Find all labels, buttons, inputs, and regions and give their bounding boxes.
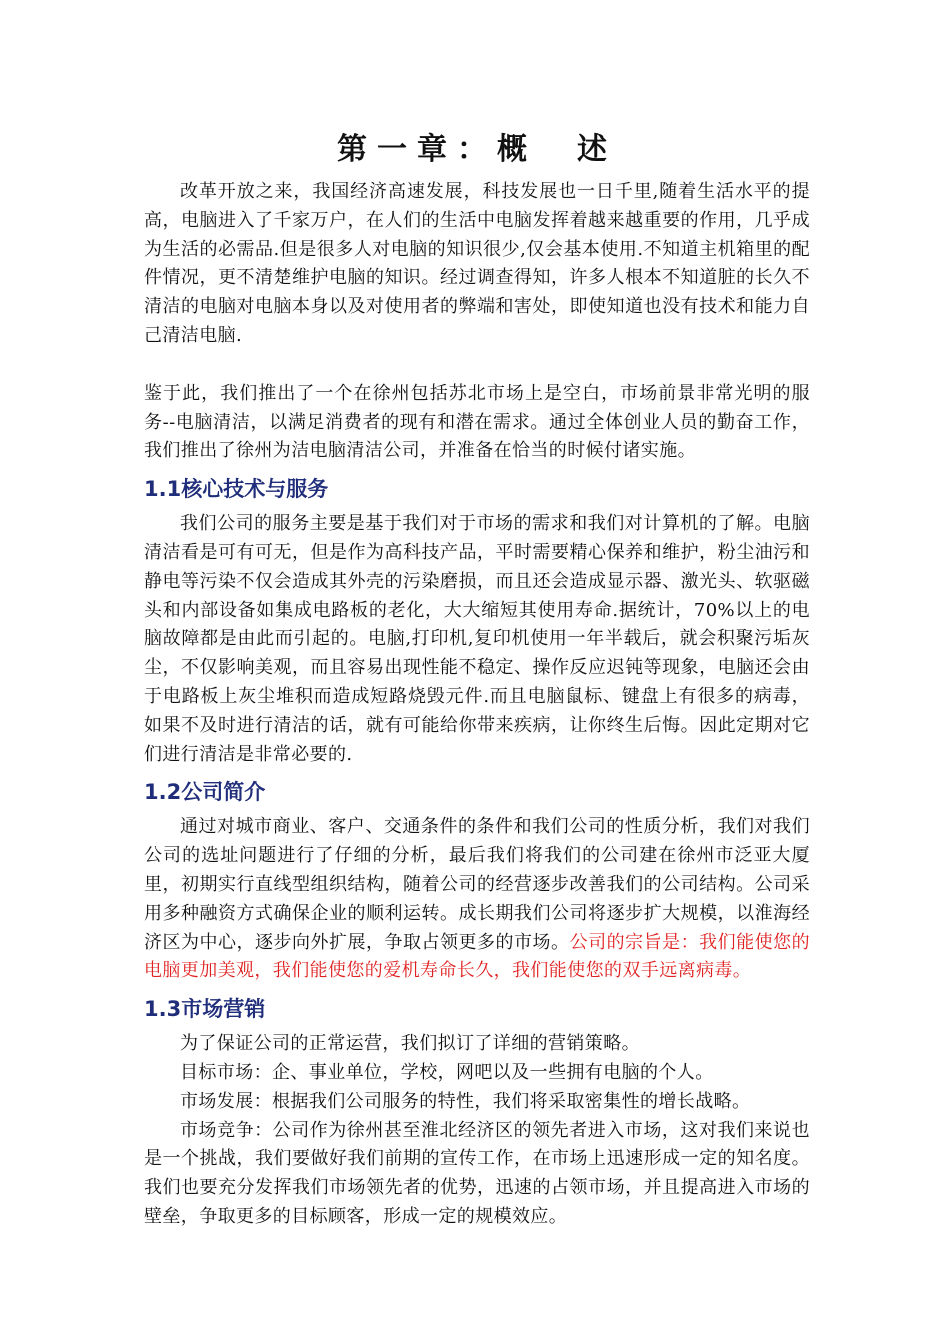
section-heading-core-tech: 1.1核心技术与服务 [144, 477, 329, 502]
marketing-competition: 市场竞争：公司作为徐州甚至淮北经济区的领先者进入市场，这对我们来说也是一个挑战，我们要做好我们前期的宣传工作，在市场上迅速形成一定的知名度。我们也要充分发挥我们市场领先者的优势，迅速的占领市场，并且提高进入市场的壁垒，争取更多的目标顾客，形成一定的规模效应。 [144, 1119, 810, 1227]
intro-paragraph-1: 改革开放之来，我国经济高速发展，科技发展也一日千里,随着生活水平的提高，电脑进入了千家万户，在人们的生活中电脑发挥着越来越重要的作用，几乎成为生活的必需品.但是很多人对电脑的知识很少,仅会基本使用.不知道主机箱里的配件情况，更不清楚维护电脑的知识。经过调查得知，许多人根本不知道脏的长久不清洁的电脑对电脑本身以及对使用者的弊端和害处，即使知道也没有技术和能力自己清洁电脑. [144, 181, 810, 346]
marketing-market-development: 市场发展：根据我们公司服务的特性，我们将采取密集性的增长战略。 [180, 1090, 751, 1112]
section-heading-company-profile: 1.2公司简介 [144, 780, 266, 805]
core-tech-paragraph: 我们公司的服务主要是基于我们对于市场的需求和我们对计算机的了解。电脑清洁看是可有可无，但是作为高科技产品，平时需要精心保养和维护，粉尘油污和静电等污染不仅会造成其外壳的污染磨损，而且还会造成显示器、激光头、软驱磁头和内部设备如集成电路板的老化，大大缩短其使用寿命.据统计，70%以上的电脑故障都是由此而引起的。电脑,打印机,复印机使用一年半载后，就会积聚污垢灰尘，不仅影响美观，而且容易出现性能不稳定、操作反应迟钝等现象，电脑还会由于电路板上灰尘堆积而造成短路烧毁元件.而且电脑鼠标、键盘上有很多的病毒，如果不及时进行清洁的话，就有可能给你带来疾病，让你终生后悔。因此定期对它们进行清洁是非常必要的. [144, 513, 810, 765]
document-body [144, 128, 810, 1232]
intro-paragraph-2: 鉴于此，我们推出了一个在徐州包括苏北市场上是空白，市场前景非常光明的服务--电脑清洁，以满足消费者的现有和潜在需求。通过全体创业人员的勤奋工作，我们推出了徐州为洁电脑清洁公司，并准备在恰当的时候付诸实施。 [144, 382, 810, 462]
section-heading-marketing: 1.3市场营销 [144, 997, 266, 1022]
marketing-paragraph-1: 为了保证公司的正常运营，我们拟订了详细的营销策略。 [180, 1033, 640, 1055]
paragraph-gap [144, 351, 810, 380]
company-profile-text: 通过对城市商业、客户、交通条件的条件和我们公司的性质分析，我们对我们公司的选址问题进行了仔细的分析，最后我们将我们的公司建在徐州市泛亚大厦里，初期实行直线型组织结构，随着公司的经营逐步改善我们的公司结构。公司采用多种融资方式确保企业的顺利运转。成长期我们公司将逐步扩大规模，以淮海经济区为中心，逐步向外扩展，争取占领更多的市场。 [144, 816, 810, 953]
company-profile-paragraph [144, 813, 810, 986]
chapter-title: 第一章：概 述 [337, 132, 617, 167]
marketing-target-market: 目标市场：企、事业单位，学校，网吧以及一些拥有电脑的个人。 [180, 1061, 714, 1083]
company-mission-statement: 公司的宗旨是：我们能使您的电脑更加美观，我们能使您的爱机寿命长久，我们能使您的双手远离病毒。 [144, 931, 810, 982]
